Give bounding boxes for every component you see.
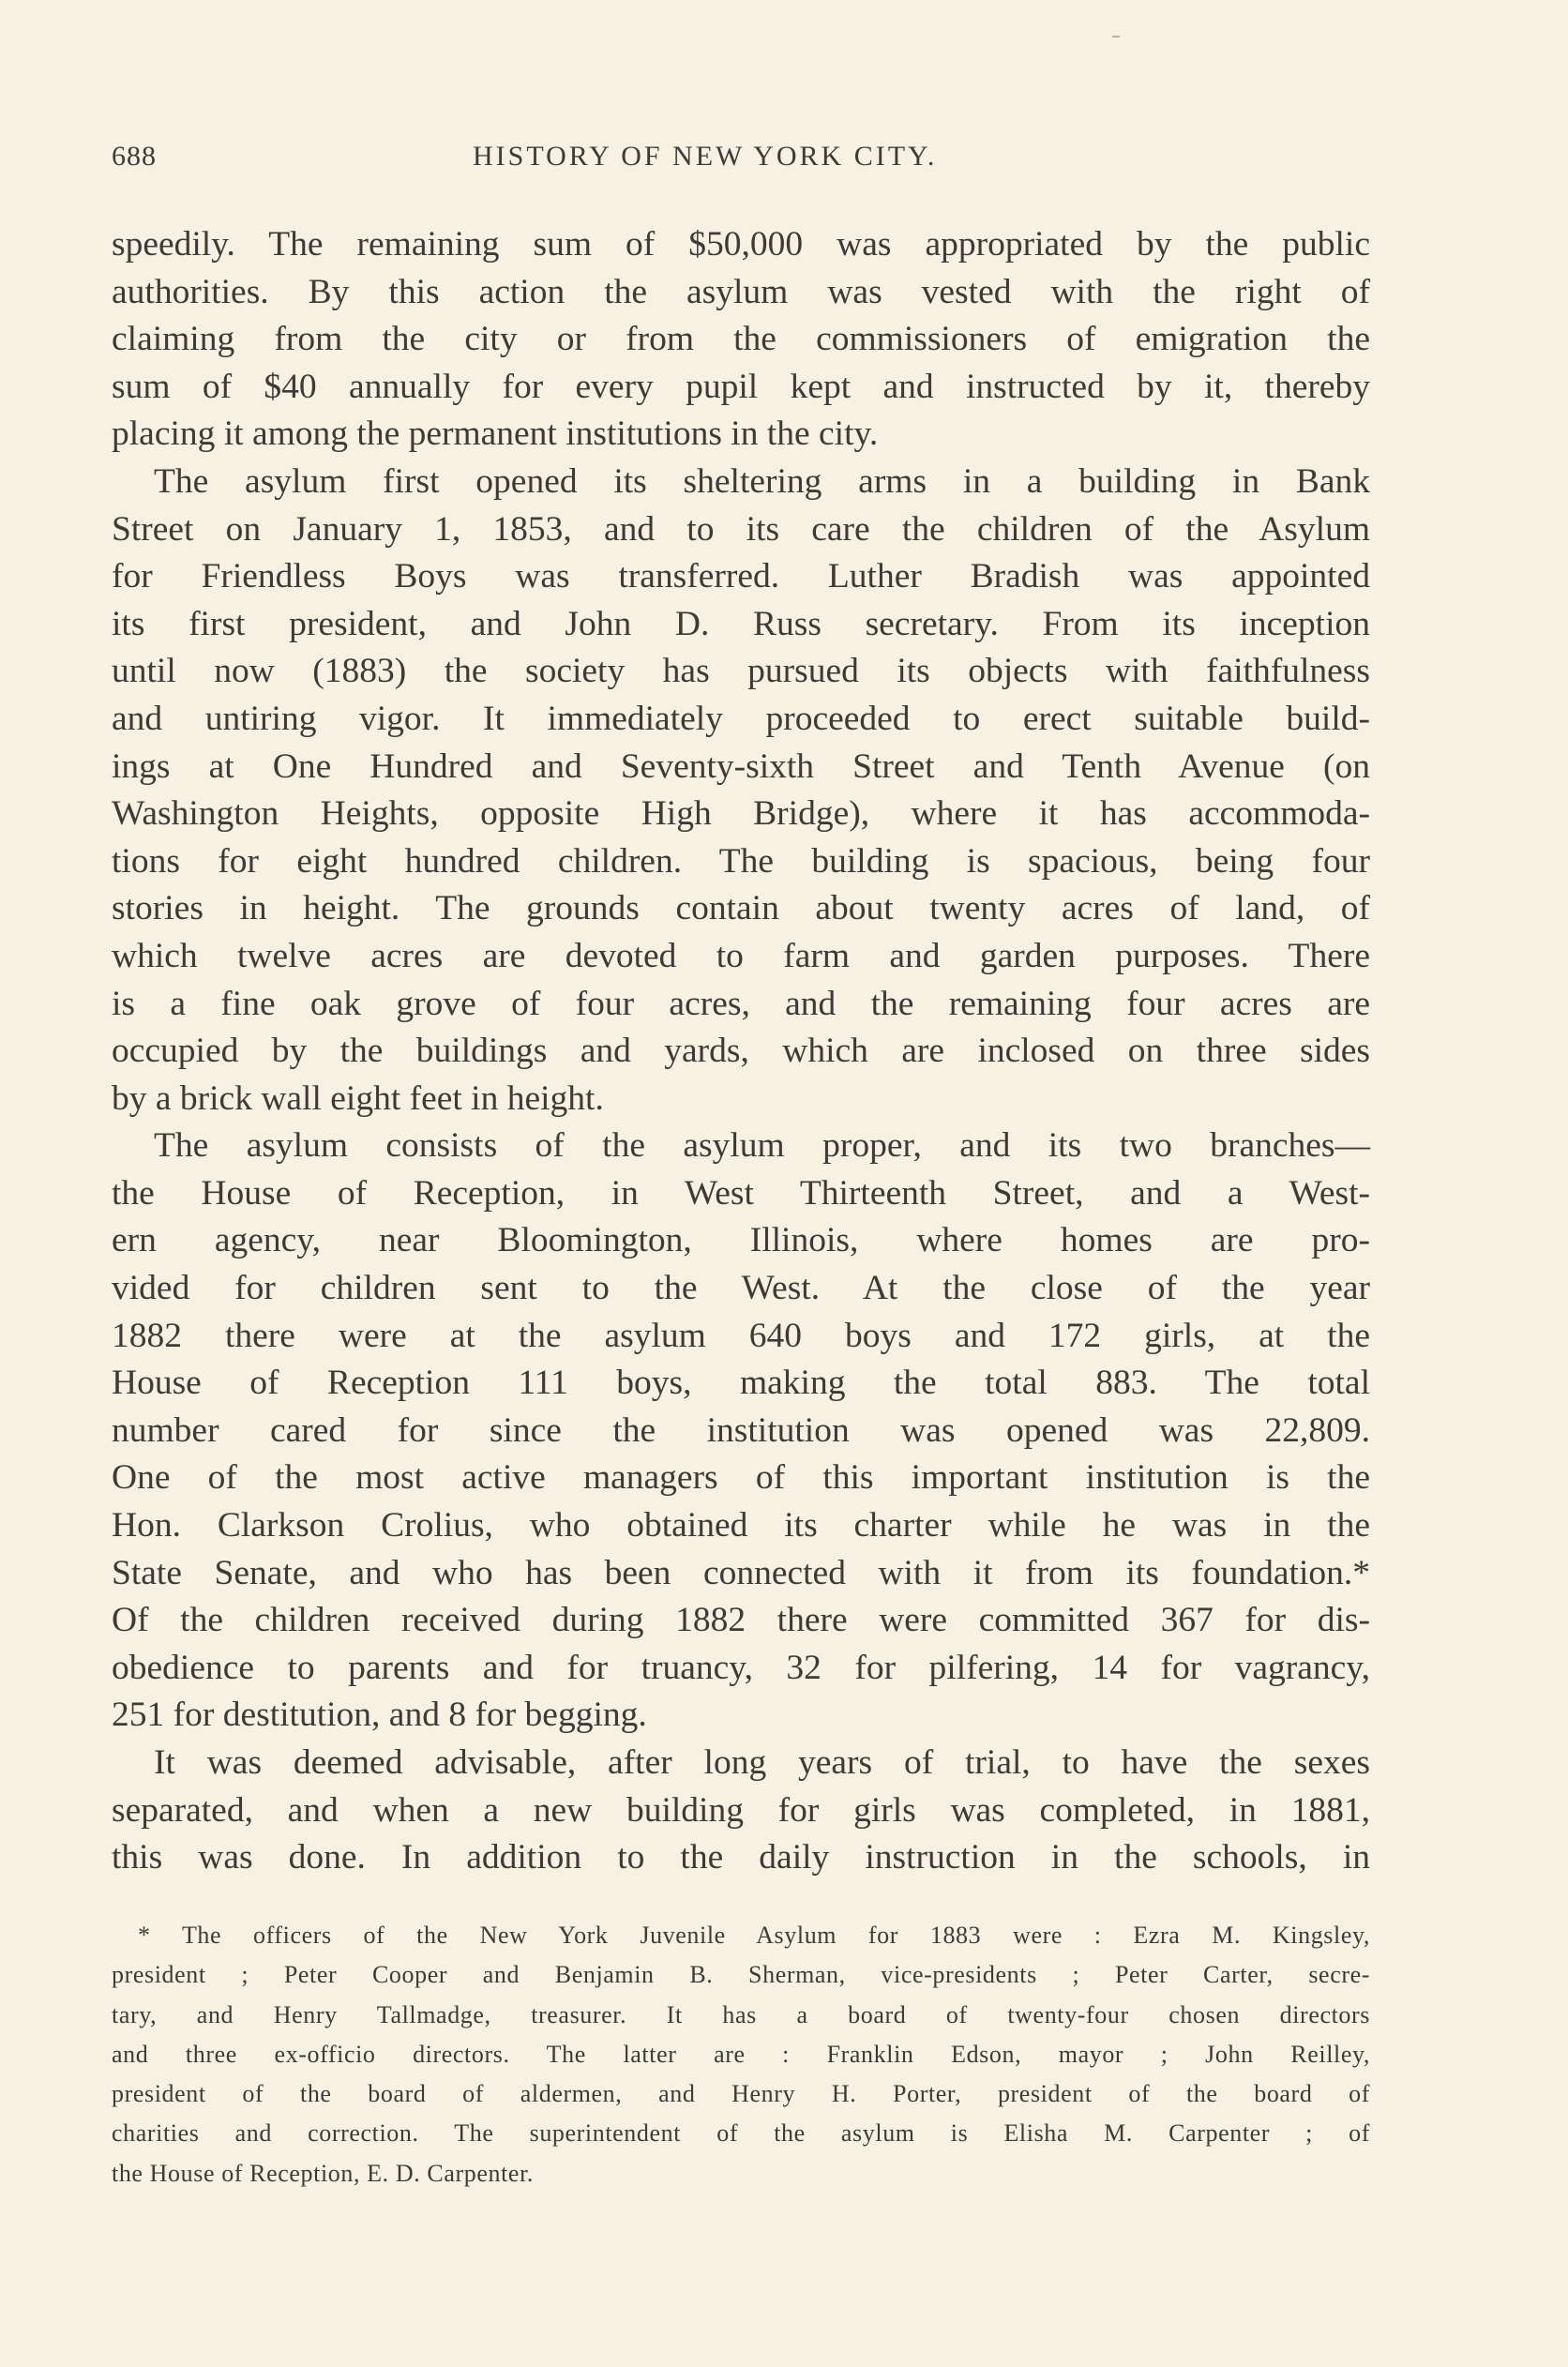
text-line: this was done. In addition to the daily instruction in the schools, in: [112, 1838, 1370, 1877]
text-line: the House of Reception, in West Thirteenth Street, and a West-: [112, 1173, 1370, 1213]
text-line: House of Reception 111 boys, making the total 883. The total: [112, 1364, 1370, 1403]
text-line: which twelve acres are devoted to farm and garden purposes. There: [112, 936, 1370, 975]
print-speck: [1112, 36, 1120, 38]
text-line: occupied by the buildings and yards, which are inclosed on three sides: [112, 1032, 1370, 1071]
footnote: [112, 1916, 1370, 2194]
text-line: separated, and when a new building for girls was completed, in 1881,: [112, 1790, 1370, 1830]
footnote-line: and three ex-officio directors. The latter are : Franklin Edson, mayor ; John Reilley,: [112, 2040, 1370, 2068]
text-line: Hon. Clarkson Crolius, who obtained its charter while he was in the: [112, 1506, 1370, 1545]
text-line: Street on January 1, 1853, and to its care the children of the Asylum: [112, 509, 1370, 549]
text-line: The asylum first opened its sheltering arms in a building in Bank: [154, 461, 1370, 501]
footnote-line: president of the board of aldermen, and Henry H. Porter, president of the board of: [112, 2080, 1370, 2108]
text-line: and untiring vigor. It immediately proceeded to erect suitable build-: [112, 699, 1370, 738]
footnote-line: the House of Reception, E. D. Carpenter.: [112, 2159, 534, 2187]
text-line: speedily. The remaining sum of $50,000 was appropriated by the public: [112, 225, 1370, 264]
text-line: its first president, and John D. Russ secretary. From its inception: [112, 604, 1370, 643]
text-line: 251 for destitution, and 8 for begging.: [112, 1696, 647, 1735]
page-header: [112, 141, 1378, 188]
running-title: HISTORY OF NEW YORK CITY.: [473, 141, 938, 172]
footnote-line: tary, and Henry Tallmadge, treasurer. It has a board of twenty-four chosen directors: [112, 2000, 1370, 2028]
footnote-line: president ; Peter Cooper and Benjamin B. Sherman, vice-presidents ; Peter Carter, secre-: [112, 1961, 1370, 1989]
text-line: One of the most active managers of this important institution is the: [112, 1458, 1370, 1498]
text-line: Of the children received during 1882 there were committed 367 for dis-: [112, 1601, 1370, 1640]
text-line: placing it among the permanent institutions in the city.: [112, 415, 879, 454]
text-line: vided for children sent to the West. At the close of the year: [112, 1269, 1370, 1308]
text-line: ern agency, near Bloomington, Illinois, where homes are pro-: [112, 1221, 1370, 1260]
text-line: is a fine oak grove of four acres, and the remaining four acres are: [112, 984, 1370, 1023]
text-line: until now (1883) the society has pursued its objects with faithfulness: [112, 652, 1370, 691]
text-line: claiming from the city or from the commissioners of emigration the: [112, 320, 1370, 359]
text-line: tions for eight hundred children. The building is spacious, being four: [112, 841, 1370, 881]
text-line: sum of $40 annually for every pupil kept and instructed by it, thereby: [112, 367, 1370, 406]
text-line: The asylum consists of the asylum proper, and its two branches—: [154, 1126, 1370, 1166]
text-line: number cared for since the institution was opened was 22,809.: [112, 1410, 1370, 1450]
text-line: State Senate, and who has been connected with it from its foundation.*: [112, 1553, 1370, 1592]
text-line: Washington Heights, opposite High Bridge), where it has accommoda-: [112, 794, 1370, 834]
text-line: stories in height. The grounds contain about twenty acres of land, of: [112, 889, 1370, 928]
text-line: by a brick wall eight feet in height.: [112, 1078, 604, 1118]
text-line: for Friendless Boys was transferred. Luther Bradish was appointed: [112, 557, 1370, 596]
text-line: obedience to parents and for truancy, 32 for pilfering, 14 for vagrancy,: [112, 1648, 1370, 1687]
text-line: It was deemed advisable, after long years of trial, to have the sexes: [154, 1743, 1370, 1782]
text-line: authorities. By this action the asylum was vested with the right of: [112, 272, 1370, 311]
body-text: [112, 221, 1370, 1882]
text-line: ings at One Hundred and Seventy-sixth Street and Tenth Avenue (on: [112, 746, 1370, 786]
footnote-line: charities and correction. The superintendent of the asylum is Elisha M. Carpenter ; of: [112, 2119, 1370, 2148]
footnote-line: * The officers of the New York Juvenile Asylum for 1883 were : Ezra M. Kingsley,: [138, 1922, 1370, 1949]
page-number: 688: [112, 141, 157, 172]
text-line: 1882 there were at the asylum 640 boys and 172 girls, at the: [112, 1316, 1370, 1355]
